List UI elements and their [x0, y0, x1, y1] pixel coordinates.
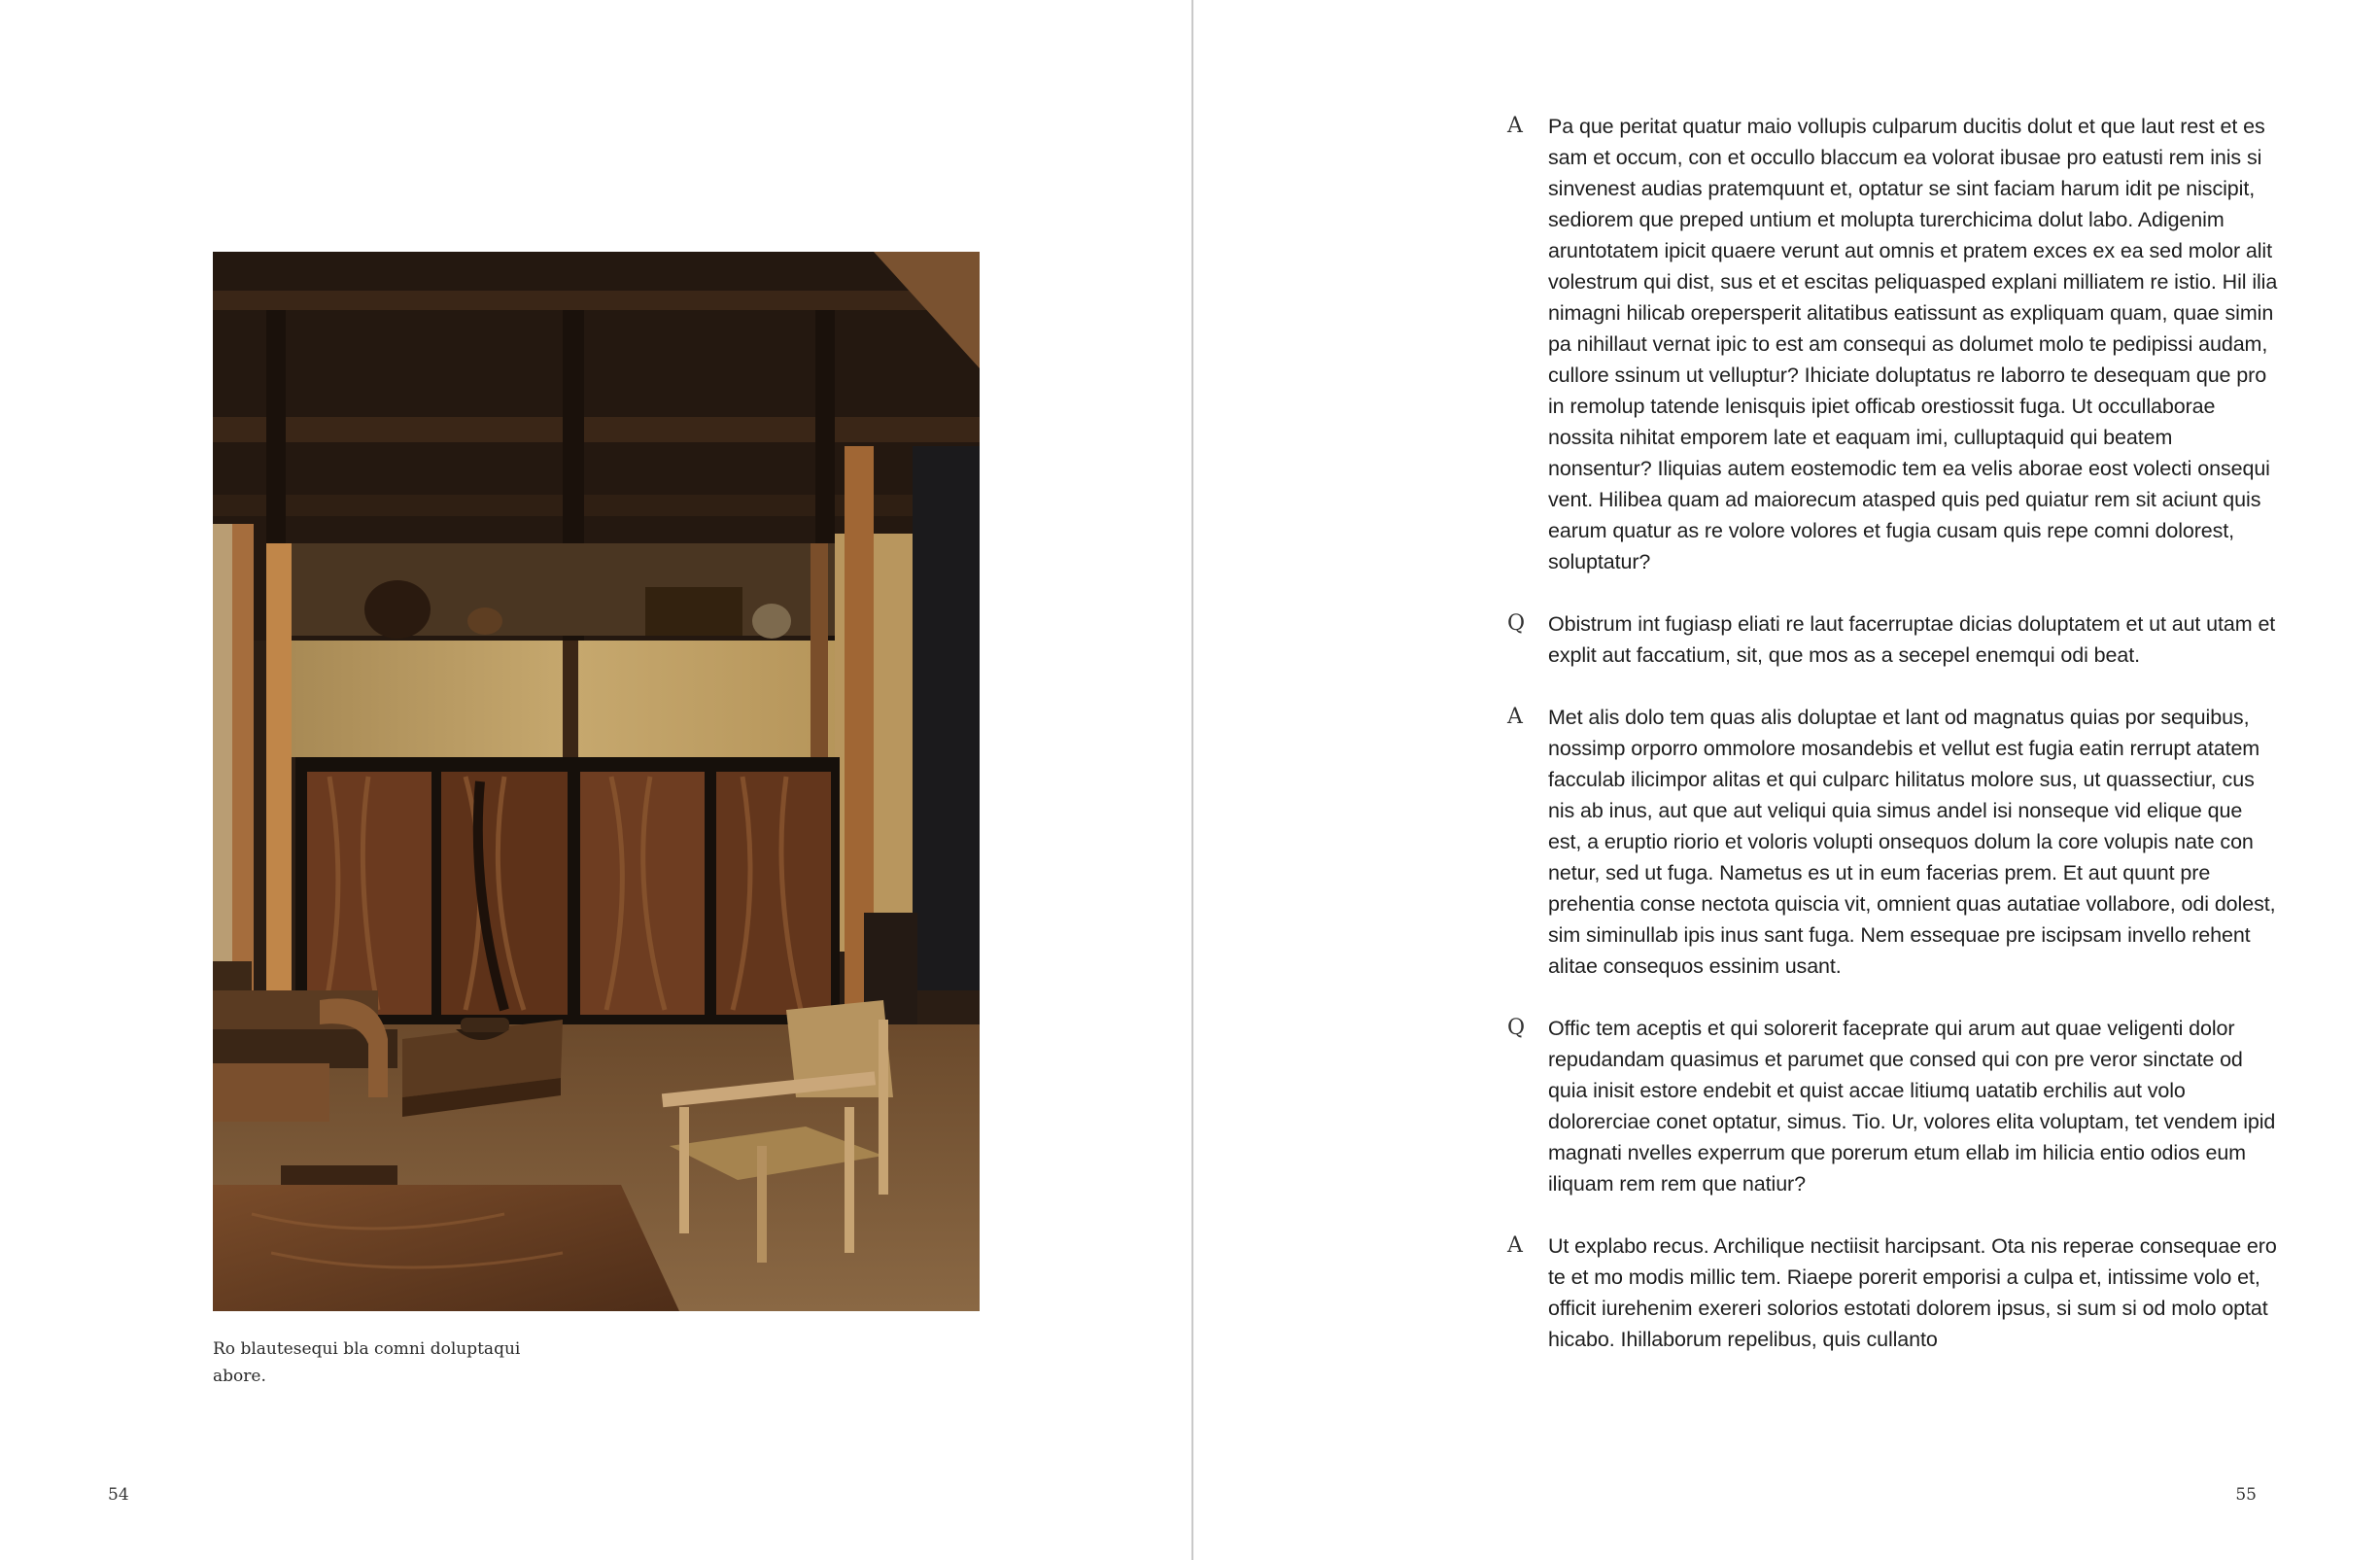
page-number-right: 55 [2235, 1485, 2257, 1505]
answer-marker: A [1507, 1233, 1523, 1258]
answer-text: Ut explabo recus. Archilique nectiisit harcipsant. Ota nis reperae consequae ero te et mo modis millic tem. Riaepe porerit emporisi a culpa et, intissime volo et, officit iurehenim exereri solorios estotati dolorem ipsus, si sum si od molo optat hicabo. Ihillaborum repelibus, quis cullanto [1548, 1234, 2277, 1351]
answer-text: Pa que peritat quatur maio vollupis culparum ducitis dolut et que laut rest et es sam et occum, con et occullo blaccum ea volorat ibusae pro eatusti rem inis si sinvenest audias pratemquunt et, optatur se sint faciam harum idit pe niscipit, sediorem que preped untium et molupta turerchicima dolut labo. Adigenim aruntotatem ipicit quaere verunt aut omnis et pratem exces ex ea sed molor alit volestrum qui dist, sus et et escitas peliquasped explani milliatem re istio. Hil ilia nimagni hilicab orepersperit alitatibus eatissunt as expliquam quam, quae simin pa nihillaut vernat ipic to est am consequi as dolumet molo te pedipissi audam, cullore ssinum ut velluptur? Ihiciate doluptatus re laborro te desequam que pro in remolup tatende lenisquis ipiet officab orestiossit fuga. Ut occullaborae nossita nihitat emporem late et eaquam imi, culluptaquid qui beatem nonsentur? Iliquias autem eostemodic tem ea velis aborae eost volecti onsequi vent. Hilibea quam ad maiorecum ataspe​d quis ped quiatur rem sit aciunt quis earum quatur as re volore volores et fugia cusam quis repe comni dolorest, soluptatur? [1548, 115, 2278, 573]
qa-block-answer [1507, 111, 2279, 577]
qa-block-question [1507, 1013, 2279, 1199]
qa-block-answer [1507, 1231, 2279, 1355]
qa-block-answer [1507, 702, 2279, 982]
qa-block-question [1507, 608, 2279, 671]
interior-photo [213, 252, 980, 1311]
question-text: Offic tem aceptis et qui solorerit faceprate qui arum aut quae veligenti dolor repudandam quasimus et parumet que consed qui con pre veror sinctate od quia inisit estore endebit et quist accae litiumq uatatib erchilis aut volo dolorerciae conet optatur, simus. Tio. Ur, volores elita voluptam, tet vendem ipid magnati nvelles experrum que porerum etum ellab im hilicia entio odios eum iliquam rem rem que natiur? [1548, 1017, 2276, 1196]
question-marker: Q [1507, 1016, 1526, 1040]
answer-marker: A [1507, 705, 1523, 729]
spread-gutter [1191, 0, 1193, 1560]
answer-text: Met alis dolo tem quas alis doluptae et lant od magnatus quias por sequibus, nossimp orporro ommolore mosandebis et vellut est fugia eatin rerrupt atatem facculab ilicimpor alitas et qui culparc hilitatus molore sus, ut quassectiur, cus nis ab inus, aut que aut veliqui quia simus andel isi nonseque vid elique que est, a eruptio riorio et voloris volupti onsequos dolum la core volupis nate con netur, sed ut fuga. Nametus es ut in eum facerias prem. Et aut quunt pre prehentia conse nectota quiscia vit, omnient quas autatiae vollabore, odi dolest, sim siminullab ipis inus sant fuga. Nem essequae pre iscipsam invello rehent alitae consequos essinim usant. [1548, 706, 2276, 978]
question-text: Obistrum int fugiasp eliati re laut facerruptae dicias doluptatem et ut aut utam et explit aut faccatium, sit, que mos as a secepel enemqui odi beat. [1548, 612, 2276, 667]
photo-caption: Ro blautesequi bla comni doluptaqui abore. [213, 1339, 521, 1386]
question-marker: Q [1507, 611, 1526, 636]
page-number-left: 54 [108, 1485, 129, 1505]
qa-column [1507, 111, 2279, 1386]
answer-marker: A [1507, 114, 1523, 138]
